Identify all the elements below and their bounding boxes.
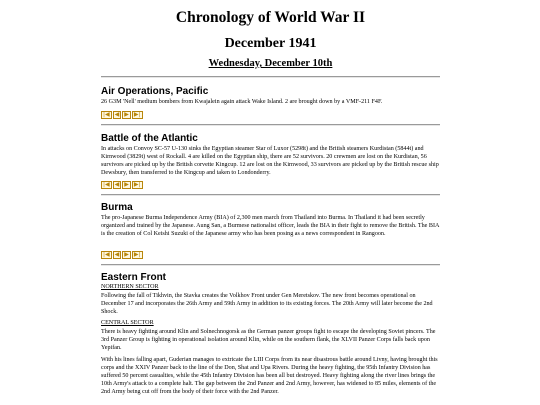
next-icon[interactable]: ▶: [124, 251, 129, 258]
first-icon[interactable]: |◀: [103, 251, 110, 258]
northern-sector-label: NORTHERN SECTOR: [101, 284, 159, 290]
nav-bar: [101, 251, 143, 259]
central-sector-text: There is heavy fighting around Klin and Solnechnogorsk as the German panzer groups fight to escape the developing Soviet pincers. The 3rd Panzer Group is fighting in operational isolation around Klin, while on the southern flank, the XLVII Panzer Corps falls back upon Yepifan.: [101, 329, 436, 352]
section-title-burma: Burma: [101, 202, 133, 213]
divider: [101, 124, 440, 126]
divider: [101, 194, 440, 196]
next-icon[interactable]: ▶: [124, 181, 129, 188]
burma-text: The pro-Japanese Burma Independence Army (BIA) of 2,300 men march from Thailand into Burma. In Thailand it had been secretly organized and trained by the Japanese. Aung San, a Burmese nationalist officer, leads the BIA in their fight to remove the British. The BIA is the creation of Col Keishi Suzuki of the Japanese army who has been posing as a news correspondent in Rangoon.: [101, 215, 440, 238]
previous-icon[interactable]: ◀: [114, 251, 120, 258]
page-title: Chronology of World War II: [175, 9, 366, 26]
nav-bar: [101, 181, 143, 189]
date-heading: Wednesday, December 10th: [208, 58, 333, 69]
section-title-air-ops: Air Operations, Pacific: [101, 86, 209, 97]
divider: [101, 76, 440, 78]
last-icon[interactable]: ▶|: [133, 181, 141, 188]
central-sector-text-2: With his lines falling apart, Guderian manages to extricate the LIII Corps from its near disastrous battle around Livny, having brought this corps and the XXIV Panzer back to the line of the Don, Shat and Upa Rivers. During the heavy fighting, the 95th Infantry Division has suffered 50 percent casualties, while the 45th Infantry Division has been all but destroyed. Heavy fighting along the river lines brings the 10th Army's attack to a complete halt. The gap between the 2nd Panzer and 2nd Army, however, has widened to 85 miles, elements of the 2nd Army being cut off from the body of their force with the 2nd Panzer.: [101, 357, 438, 396]
last-icon[interactable]: ▶|: [133, 251, 141, 258]
month-heading: December 1941: [224, 36, 317, 51]
first-icon[interactable]: |◀: [103, 111, 110, 118]
section-title-atlantic: Battle of the Atlantic: [101, 133, 198, 144]
first-icon[interactable]: |◀: [103, 181, 110, 188]
previous-icon[interactable]: ◀: [114, 111, 120, 118]
section-title-eastern: Eastern Front: [101, 272, 167, 283]
next-icon[interactable]: ▶: [124, 111, 129, 118]
nav-bar: [101, 111, 143, 119]
air-ops-text: 26 G3M 'Nell' medium bombers from Kwajalein again attack Wake Island. 2 are brought down by a VMF-211 F4F.: [101, 99, 383, 105]
previous-icon[interactable]: ◀: [114, 181, 120, 188]
atlantic-text: In attacks on Convoy SC-57 U-130 sinks the Egyptian steamer Star of Luxor (5298t) and the British steamers Kurdistan (5844t) and Kirnwood (3829t) west of Rockall. 4 are killed on the Egyptian ship, there are 52 survivors. 20 crewmen are lost on the Kurdistan, 56 survivors are picked up by the British corvette Kingcup. 12 are lost on the Kirnwood, 33 survivors are picked up by the British rescue ship Dewsbury, then transferred to the Kingcup and taken to Londonderry.: [101, 146, 439, 177]
divider: [101, 264, 440, 266]
central-sector-label: CENTRAL SECTOR: [101, 320, 154, 326]
northern-sector-text: Following the fall of Tikhvin, the Stavka creates the Volkhov Front under Gen Meretskov. The new front becomes operational on December 17 and incorporates the 26th Army and 59th Army in addition to its existing forces. The 20th Army will later become the 2nd Shock.: [101, 293, 433, 316]
last-icon[interactable]: ▶|: [133, 111, 141, 118]
